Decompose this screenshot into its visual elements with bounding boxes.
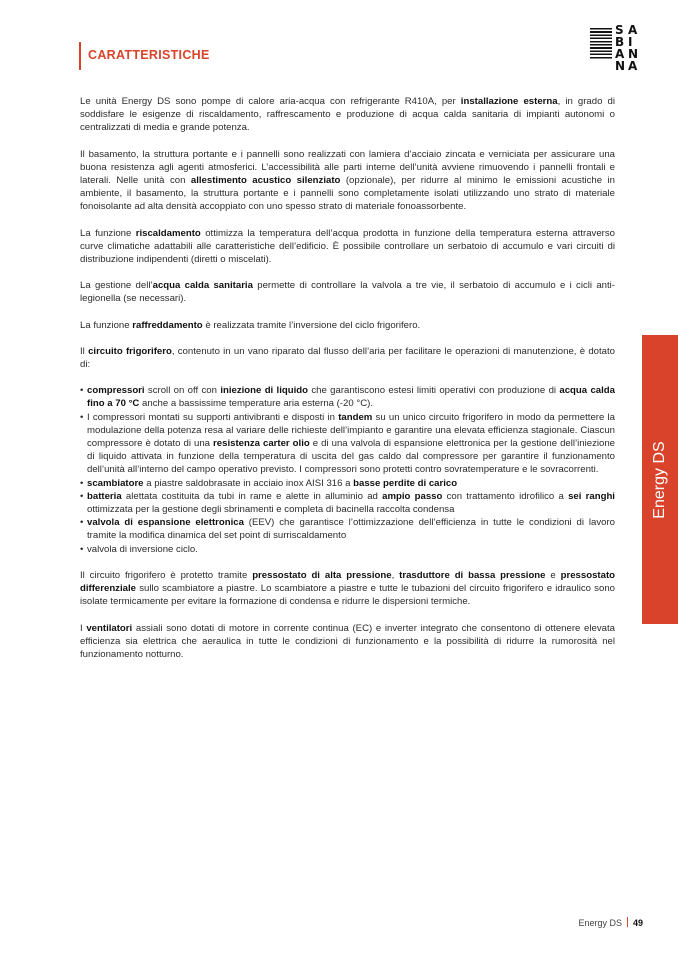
list-item: • I compressori montati su supporti antivibranti e disposti in tandem su un unico circuito frigorifero in modo da permettere la modulazione della potenza resa al variare delle richieste dell’impianto e garantire una elevata efficienza stagionale. Ciascun compressore è dotato di una resistenza carter olio e di una valvola di espansione elettronica per la gestione dell’iniezione di liquido attivata in funzione della temperatura di uscita del gas caldo dal compressore per garantire il funzionamento dell’unità all’interno del campo operativo previsto. I compressori sono protetti contro sovratemperature e le sovracorrenti. bbox=[80, 411, 615, 477]
logo-stripes-icon bbox=[590, 28, 612, 60]
page-number: 49 bbox=[632, 918, 643, 928]
list-item: • compressori scroll on off con iniezione di liquido che garantiscono estesi limiti operativi con produzione di acqua calda fino a 70 °C anche a bassissime temperature aria esterna (-20 °C). bbox=[80, 384, 615, 410]
list-item: • batteria alettata costituita da tubi in rame e alette in alluminio ad ampio passo con trattamento idrofilico a sei ranghi ottimizzata per la gestione degli sbrinamenti e completa di bacinella raccolta condensa bbox=[80, 490, 615, 516]
paragraph-intro: Le unità Energy DS sono pompe di calore aria-acqua con refrigerante R410A, per installazione esterna, in grado di soddisfare le esigenze di riscaldamento, raffrescamento e produzione di acqua calda sanitaria di impianti autonomi o centralizzati di media e grande potenza. bbox=[80, 96, 615, 134]
paragraph-protection: Il circuito frigorifero è protetto tramite pressostato di alta pressione, trasduttore di bassa pressione e pressostato differenziale sullo scambiatore a piastre. Lo scambiatore a piastre e tutte le tubazioni del circuito frigorifero e idraulico sono isolate termicamente per evitare la formazione di condensa e ridurre le dispersioni termiche. bbox=[80, 569, 616, 608]
page-footer bbox=[578, 917, 643, 928]
paragraph-cooling: La funzione raffreddamento è realizzata tramite l’inversione del ciclo frigorifero. bbox=[80, 319, 421, 331]
header-accent-bar bbox=[79, 42, 81, 70]
list-item: • valvola di inversione ciclo. bbox=[80, 543, 615, 556]
paragraph-heating: La funzione riscaldamento ottimizza la temperatura dell’acqua prodotta in funzione della temperatura esterna attraverso curve climatiche adattabili alle caratteristiche dell’edificio. È possibile controllare un serbatoio di accumulo e vari circuiti di distribuzione indipendenti (diretti o miscelati). bbox=[80, 227, 615, 266]
paragraph-structure: Il basamento, la struttura portante e i pannelli sono realizzati con lamiera d’acciaio zincata e verniciata per assicurare una buona resistenza agli agenti atmosferici. L’accessibilità alle parti interne dell’unità avviene rimuovendo i pannelli frontali e laterali. Nelle unità con allestimento acustico silenziato (opzionale), per ridurre al minimo le emissioni acustiche in ambiente, il basamento, la struttura portante e i pannelli sono completamente isolati utilizzando uno strato di materiale fonoisolante ad alta densità accoppiato con uno spesso strato di materiale fonoassorbente. bbox=[80, 148, 616, 213]
list-item: • valvola di espansione elettronica (EEV) che garantisce l’ottimizzazione dell’efficienza in tutte le condizioni di lavoro tramite la modifica dinamica del set point di surriscaldamento bbox=[80, 516, 615, 542]
list-item: • scambiatore a piastre saldobrasate in acciaio inox AISI 316 a basse perdite di carico bbox=[80, 477, 615, 490]
paragraph-refrigerant-circuit: Il circuito frigorifero, contenuto in un vano riparato dal flusso dell’aria per facilitare le operazioni di manutenzione, è dotato di: bbox=[80, 345, 615, 371]
feature-list bbox=[80, 384, 615, 556]
logo-letters: S A B I A N N A bbox=[615, 23, 639, 73]
paragraph-fans: I ventilatori assiali sono dotati di motore in corrente continua (EC) e inverter integrato che consentono di ottenere elevata efficienza sia elettrica che aeraulica in tutte le condizioni di funzionamento e la possibilità di ridurre la rumorosità nel funzionamento notturno. bbox=[80, 622, 615, 660]
footer-product: Energy DS bbox=[578, 918, 622, 928]
section-title: CARATTERISTICHE bbox=[88, 48, 210, 62]
brand-logo bbox=[590, 23, 648, 73]
product-side-tab bbox=[642, 335, 678, 624]
side-tab-label: Energy DS bbox=[651, 440, 668, 519]
body-text bbox=[80, 95, 615, 674]
footer-separator bbox=[627, 917, 628, 927]
paragraph-hot-water: La gestione dell’acqua calda sanitaria permette di controllare la valvola a tre vie, il serbatoio di accumulo e i cicli anti-legionella (se necessari). bbox=[80, 280, 615, 305]
